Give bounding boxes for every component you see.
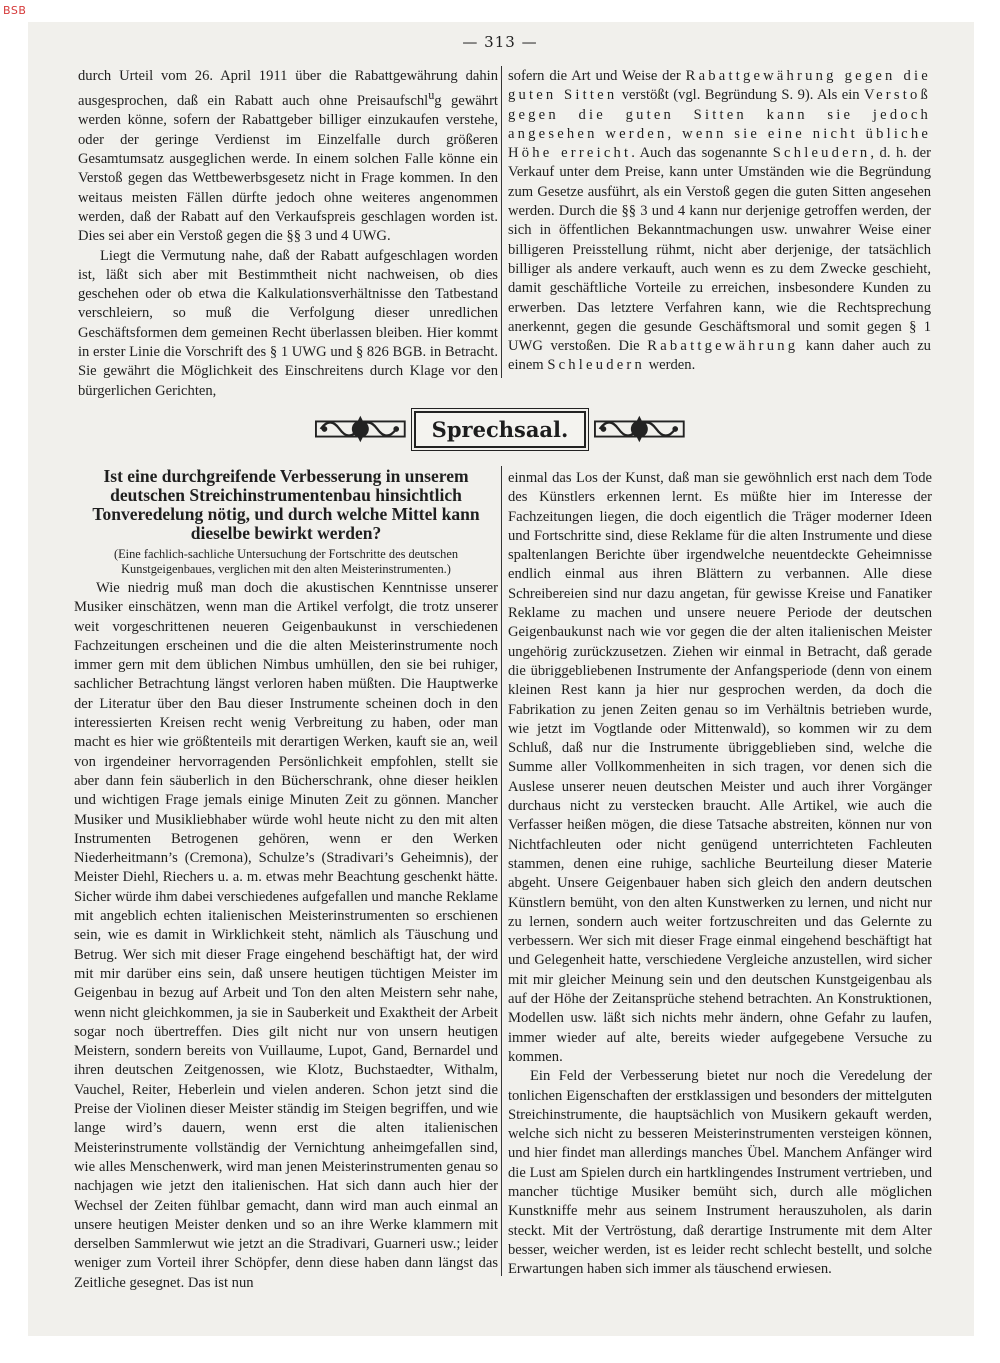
top-column-rule	[501, 66, 502, 378]
ornament-left-icon	[315, 409, 406, 449]
library-watermark: BSB	[3, 4, 27, 17]
article-subtitle: (Eine fachlich-sachliche Untersuchung der Fortschritte des deutschen Kunstgeigenbaues, verglichen mit den alten Meisterinstrumenten.)	[113, 547, 459, 576]
top-right-paragraph: sofern die Art und Weise der Rabattgewährung gegen die guten Sitten verstößt (vgl. Begründung S. 9). Als ein Verstoß gegen die guten Sitten kann sie jedoch angesehen werden, wenn sie eine nicht übliche Höhe erreicht. Auch das sogenannte Schleudern, d. h. der Verkauf unter dem Preise, kann unter Umständen wie die Begründung zum Gesetze ausführt, als ein Verstoß gegen die guten Sitten angesehen werden. Durch die §§ 3 und 4 kann nur derjenige getroffen werden, der sich in öffentlichen Bekanntmachungen usw. unwahrer Weise einer billigeren Preisstellung rühmt, nicht aber derjenige, der tatsächlich billiger als andere verkauft, auch wenn es zu dem Zwecke geschieht, damit geschäftliche Vorteile zu erreichen, insbesondere Kunden zu erwerben. Das letztere Verfahren kann, wie die Rechtsprechung anerkennt, gegen die gesunde Geschäftsmoral und somit gegen § 1 UWG verstoßen. Die Rabattgewährung kann daher auch zu einem Schleudern werden.	[508, 68, 931, 374]
ornament-right-icon	[594, 409, 685, 449]
top-left-paragraph-2: Liegt die Vermutung nahe, daß der Rabatt aufgeschlagen worden ist, läßt sich aber mit Bestimmtheit nicht nachweisen, ob dies geschehen oder ob etwa die Kalkulationsverhältnisse den Tatbestand verschleiern, so muß die Verfolgung dieser unredlichen Geschäftsformen dem gemeinen Recht überlassen bleiben. Hier kommt in erster Linie die Vorschrift des § 1 UWG und § 826 BGB. in Betracht. Sie gewährt die Möglichkeit des Einschreitens durch Klage vor den bürgerlichen Gerichten,	[78, 247, 498, 399]
top-left-paragraph-1: durch Urteil vom 26. April 1911 über die Rabattgewährung dahin ausgesprochen, daß ein Rabatt auch ohne Preisaufschl$^u$g gewährt werden könne, sofern der Rabattgeber billiger einzukaufen verstehe, oder der geringe Verdienst im Einzelfalle durch größeren Gesamtumsatz ausgeglichen werde. In einem solchen Falle könne ein Verstoß gegen das Wettbewerbsgesetz nicht in Frage kommen. In den weitaus meisten Fällen dürfte jedoch ohne weiteres angenommen werden, daß der Rabatt auf den Verkaufspreis geschlagen worden ist. Dies sei aber ein Verstoß gegen die §§ 3 und 4 UWG.	[78, 68, 498, 245]
top-right-column	[508, 67, 931, 376]
article-column-rule	[501, 466, 502, 1276]
article-right-column	[508, 469, 932, 1279]
page-number: — 313 —	[462, 33, 538, 51]
section-heading	[315, 407, 685, 451]
article-left-column	[74, 467, 498, 1293]
article-right-paragraph-1: einmal das Los der Kunst, daß man sie gewöhnlich erst nach dem Tode des Künstlers erkennen lernt. Es müßte hier im Interesse der Fachzeitungen liegen, die doch eigentlich die Träger moderner Ideen und Fortschritte sind, diese Reklame für die alten Instrumente und diese spaltenlangen Berichte über irgendwelche neuentdeckte Geheimnisse endlich einmal aus ihren Blättern zu verbannen. Alle diese Schreibereien sind nur dazu angetan, für gewisse Kreise und Fanatiker Reklame zu machen und unsere neuere Periode der deutschen Geigenbaukunst nach wie vor gegen die der alten italienischen Meister ungehörig zurückzusetzen. Ziehen wir einmal in Betracht, daß gerade die übriggebliebenen Instrumente der Anfangsperiode (denn von einem kleinen Rest kann ja hier nur gesprochen werden, da doch die Fabrikation zu jenen Zeiten genau so im Verhältnis betrieben wurde, wie jetzt im Vogtlande oder Mittenwald), so kommen wir zu dem Schluß, daß nur die Instrumente übriggeblieben sind, welche die Summe aller Vollkommenheiten in sich tragen, vor denen sich die Auslese unserer neuen deutschen Meister und auch ihrer Vorgänger durchaus nicht zu verstecken braucht. Alle Artikel, wie auch die Verfasser heißen mögen, die diese Tatsache abstreiten, können nur von Nichtfachleuten oder nicht genügend unterrichteten Fachleuten stammen, denen eine ruhige, sachliche Beurteilung dieser Materie abgeht. Unsere Geigenbauer haben sich gleich den andern deutschen Künstlern bemüht, von den alten Kunstwerken zu lernen, und nicht nur zu lernen, sondern auch weiter fortzuschreiten und das Gelernte zu verbessern. Wer sich mit dieser Frage einmal eingehend beschäftigt hat und Gelegenheit hatte, verschiedene Vergleiche anzustellen, wird sicher mit mir gleicher Meinung sein und den deutschen Kunstgeigenbau als auf der Höhe der Zeitansprüche stehend betrachten. An Konstruktionen, Modellen usw. läßt sich nichts mehr ändern, ohne Gefahr zu laufen, immer wieder auf alte, bereits wieder aufgegebene Versuche zu kommen.	[508, 470, 932, 1065]
section-heading-title: Sprechsaal.	[414, 411, 587, 448]
article-right-paragraph-2: Ein Feld der Verbesserung bietet nur noch die Veredelung der tonlichen Eigenschaften der erstklassigen und besonders der mittelguten Streichinstrumente, die hauptsächlich von Musikern gekauft werden, welche sich nicht zu besseren Meisterinstrumenten versteigen können, und hier findet man allerdings manches Übel. Manchem Anfänger wird die Lust am Spielen durch ein hartklingendes Instrument vertrieben, und mancher tüchtige Musiker bemüht sich, durch alle möglichen Kunstkniffe mehr aus seinem Instrument herauszuholen, als darin steckt. Mit der Vertröstung, daß derartige Instrumente mit dem Alter besser, weicher werden, ist es leider recht schlecht bestellt, und solche Erwartungen haben sich immer als täuschend erwiesen.	[508, 1068, 932, 1278]
article-left-paragraph: Wie niedrig muß man doch die akustischen Kenntnisse unserer Musiker einschätzen, wenn man die Artikel verfolgt, die trotz unserer weit vorgeschrittenen neueren Geigenbaukunst in verschiedenen Fachzeitungen erscheinen und die die alten Meisterinstrumente noch immer gern mit dem üblichen Nimbus umhüllen, den sie bei ruhiger, sachlicher Betrachtung längst verloren haben müßten. Die Hauptwerke der Literatur über den Bau dieser Instrumente scheinen doch in den interessierten Kreisen recht wenig Verbreitung zu haben, oder man macht es hier wie größtenteils mit derartigen Werken, kauft sie an, weil von irgendeiner hervorragenden Persönlichkeit empfohlen, stellt sie aber dann fein säuberlich in den Bücherschrank, ohne dieser heiklen und wichtigen Frage jemals einige Minuten Zeit zu gönnen. Mancher Musiker und Musikliebhaber würde wohl heute nicht zu den mit alten Instrumenten Betrogenen gehören, wenn er den Werken Niederheitmann’s (Cremona), Schulze’s (Stradivari’s Geheimnis), der Meister Diehl, Riechers u. a. m. etwas mehr Beachtung geschenkt hätte. Sicher würde ihm dabei verschiedenes aufgefallen und manche Reklame mit angeblich echten italienischen Meisterinstrumenten so erschienen sein, wie es damit in Wirklichkeit steht, nämlich als Täuschung und Betrug. Wer sich mit dieser Frage eingehend beschäftigt hat, der wird mit mir darüber eins sein, daß unsere heutigen tüchtigen Meister im Geigenbau in bezug auf Arbeit und Ton den alten Meistern sehr nahe, wenn nicht gleichkommen, ja sie in Sauberkeit und Exaktheit der Arbeit sogar noch übertreffen. Dies gilt nicht nur von unsern heutigen Meistern, sondern bereits von Vuillaume, Lupot, Gand, Bernardel und ihren deutschen Zeitgenossen, wie Klotz, Buchstaedter, Withalm, Vauchel, Reiter, Heberlein und vielen anderen. Schon jetzt sind die Preise der Violinen dieser Meister ständig im Steigen begriffen, und wie lange wird’s dauern, wenn erst die alten italienischen Meisterinstrumente vollständig der Vernichtung anheimgefallen sind, wie alles Menschenwerk, wird man jenen Meisterinstrumenten genau so nachjagen wie jetzt den italienischen. Hat sich dann auch hier der Wechsel der Zeiten fühlbar gemacht, dann wird man auch einmal an unsere heutigen Meister denken und so an ihre Werke klammern mit derselben Sammlerwut wie jetzt an die Stradivari, Guarneri usw.; leider weniger zum Vorteil ihrer Schöpfer, denn diese haben dann längst das Zeitliche gesegnet. Das ist nun	[74, 580, 498, 1291]
top-left-column	[78, 67, 498, 401]
article-title: Ist eine durchgreifende Verbesserung in unserem deutschen Streichinstrumentenbau hinsichtlich Tonveredelung nötig, und durch welche Mittel kann dieselbe bewirkt werden?	[92, 466, 480, 543]
